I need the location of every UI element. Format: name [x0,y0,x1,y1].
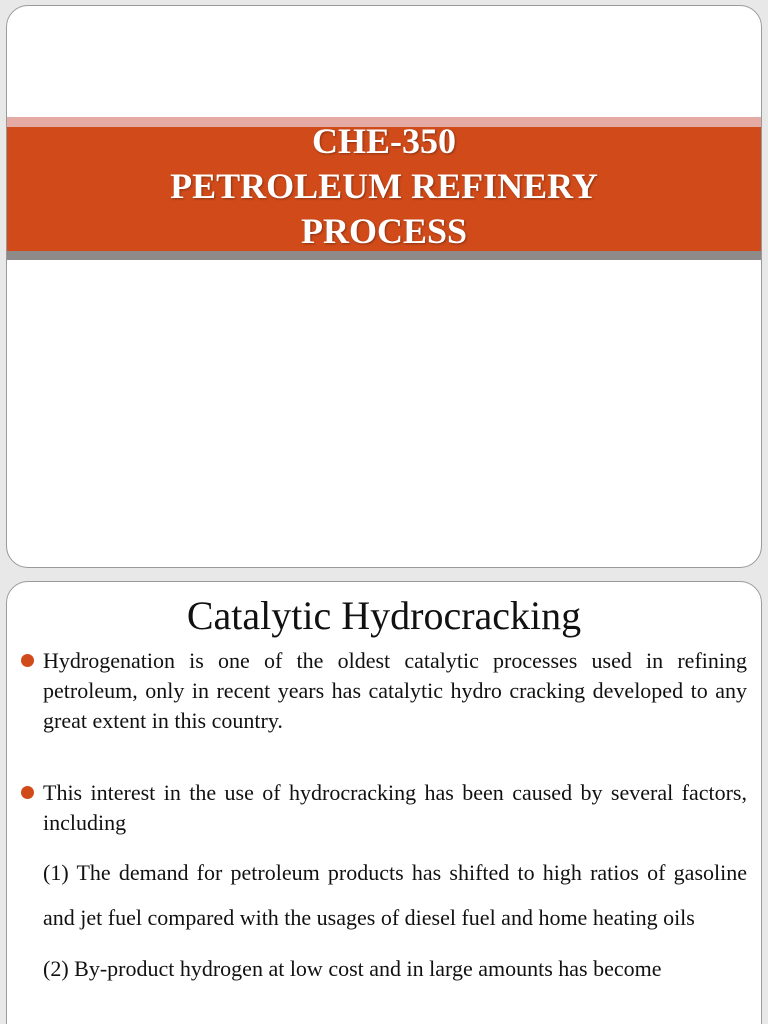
bullet-dot-icon [21,786,34,799]
bullet-item [21,778,747,838]
sub-point: (1) The demand for petroleum products has shifted to high ratios of gasoline and jet fuel compared with the usages of diesel fuel and home heating oils [43,860,747,930]
title-line-subject: PETROLEUM REFINERY [170,166,598,206]
slide-content [21,646,747,991]
slide-title [6,5,762,568]
sub-point: (2) By-product hydrogen at low cost and in large amounts has become [43,956,662,981]
slide-title-text [7,119,761,254]
bullet-text: Hydrogenation is one of the oldest catalytic processes used in refining petroleum, only in recent years has catalytic hydro cracking developed to any great extent in this country. [43,648,747,733]
title-line-process: PROCESS [300,211,468,251]
bullet-text: This interest in the use of hydrocracking has been caused by several factors, including [43,780,747,835]
slide-heading: Catalytic Hydrocracking [186,593,582,638]
bullet-dot-icon [21,654,34,667]
slide-catalytic-hydrocracking [6,581,762,1024]
title-line-course: CHE-350 [312,121,456,161]
bullet-item [21,646,747,736]
